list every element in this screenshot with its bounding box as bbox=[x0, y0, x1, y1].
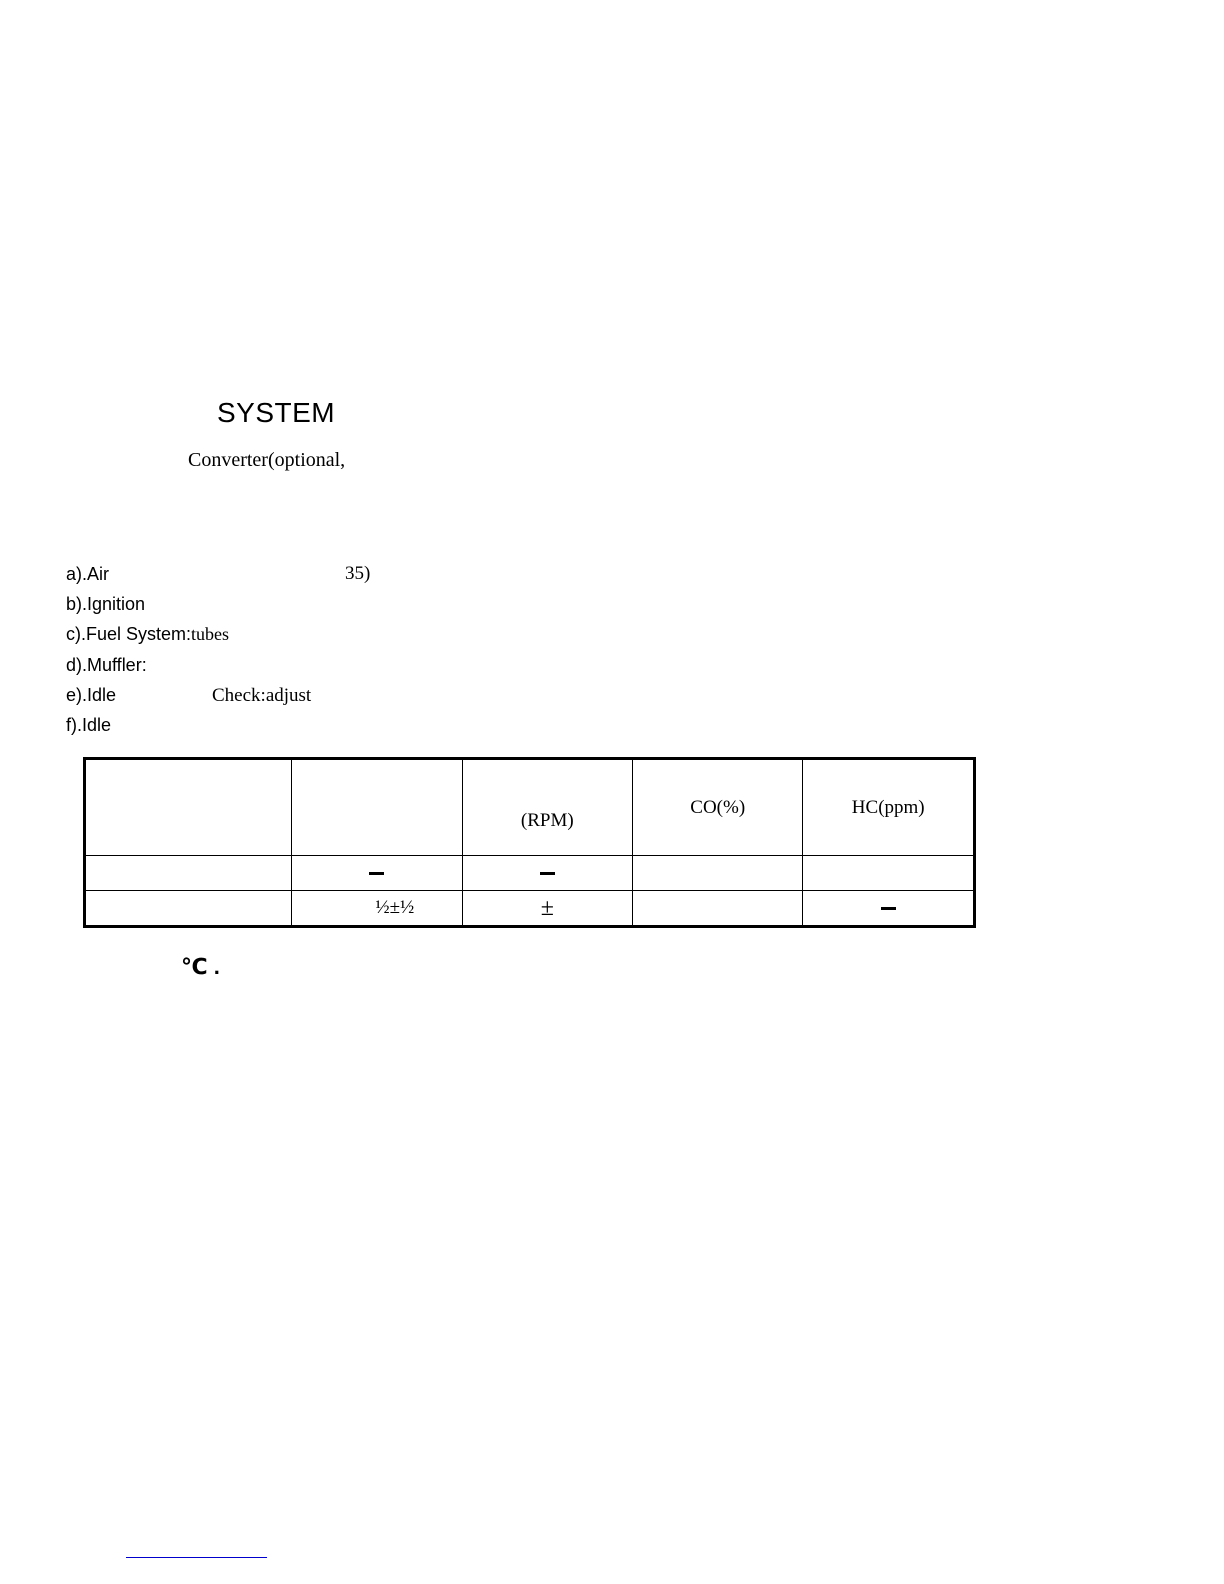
table-cell bbox=[803, 891, 975, 927]
air-reference: 35) bbox=[345, 563, 371, 584]
table-row bbox=[85, 891, 975, 927]
list-item-idle bbox=[66, 714, 111, 736]
table-header-cell bbox=[85, 759, 292, 856]
plus-minus: ± bbox=[540, 894, 554, 921]
list-item-muffler bbox=[66, 654, 147, 676]
table-cell bbox=[462, 856, 632, 891]
table-header-cell bbox=[292, 759, 463, 856]
footnote-rule bbox=[126, 1557, 267, 1558]
table-cell bbox=[803, 856, 975, 891]
table-header-row bbox=[85, 759, 975, 856]
dash-mark bbox=[540, 872, 555, 875]
item-label: e).Idle bbox=[66, 685, 117, 705]
item-tail: tubes bbox=[191, 624, 230, 644]
table-row bbox=[85, 856, 975, 891]
converter-line: Converter(optional, bbox=[188, 449, 346, 471]
table-header-hc: HC(ppm) bbox=[803, 759, 975, 856]
section-heading: SYSTEM bbox=[217, 397, 336, 428]
idle-spec-table bbox=[83, 757, 976, 928]
table-header-co: CO(%) bbox=[633, 759, 803, 856]
table-cell bbox=[292, 891, 463, 927]
list-item-ignition bbox=[66, 593, 145, 615]
list-item-air bbox=[66, 563, 109, 585]
table-cell bbox=[462, 891, 632, 927]
item-label: c).Fuel System: bbox=[66, 624, 192, 644]
item-label: d).Muffler: bbox=[66, 655, 147, 675]
item-label: f).Idle bbox=[66, 715, 112, 735]
dash-mark bbox=[881, 907, 896, 910]
table-cell bbox=[85, 891, 292, 927]
table-cell bbox=[633, 891, 803, 927]
item-label: b).Ignition bbox=[66, 594, 146, 614]
table-cell bbox=[85, 856, 292, 891]
table-cell bbox=[292, 856, 463, 891]
dash-mark bbox=[369, 872, 384, 875]
table-cell bbox=[633, 856, 803, 891]
list-item-fuel-system bbox=[66, 623, 229, 645]
list-item-idle-check bbox=[66, 684, 116, 706]
degree-celsius-note: ℃ . bbox=[181, 954, 220, 979]
idle-check-text: Check:adjust bbox=[212, 685, 312, 706]
table-header-rpm: (RPM) bbox=[462, 759, 632, 856]
item-label: a).Air bbox=[66, 564, 110, 584]
half-plus-minus: ½±½ bbox=[375, 897, 415, 918]
